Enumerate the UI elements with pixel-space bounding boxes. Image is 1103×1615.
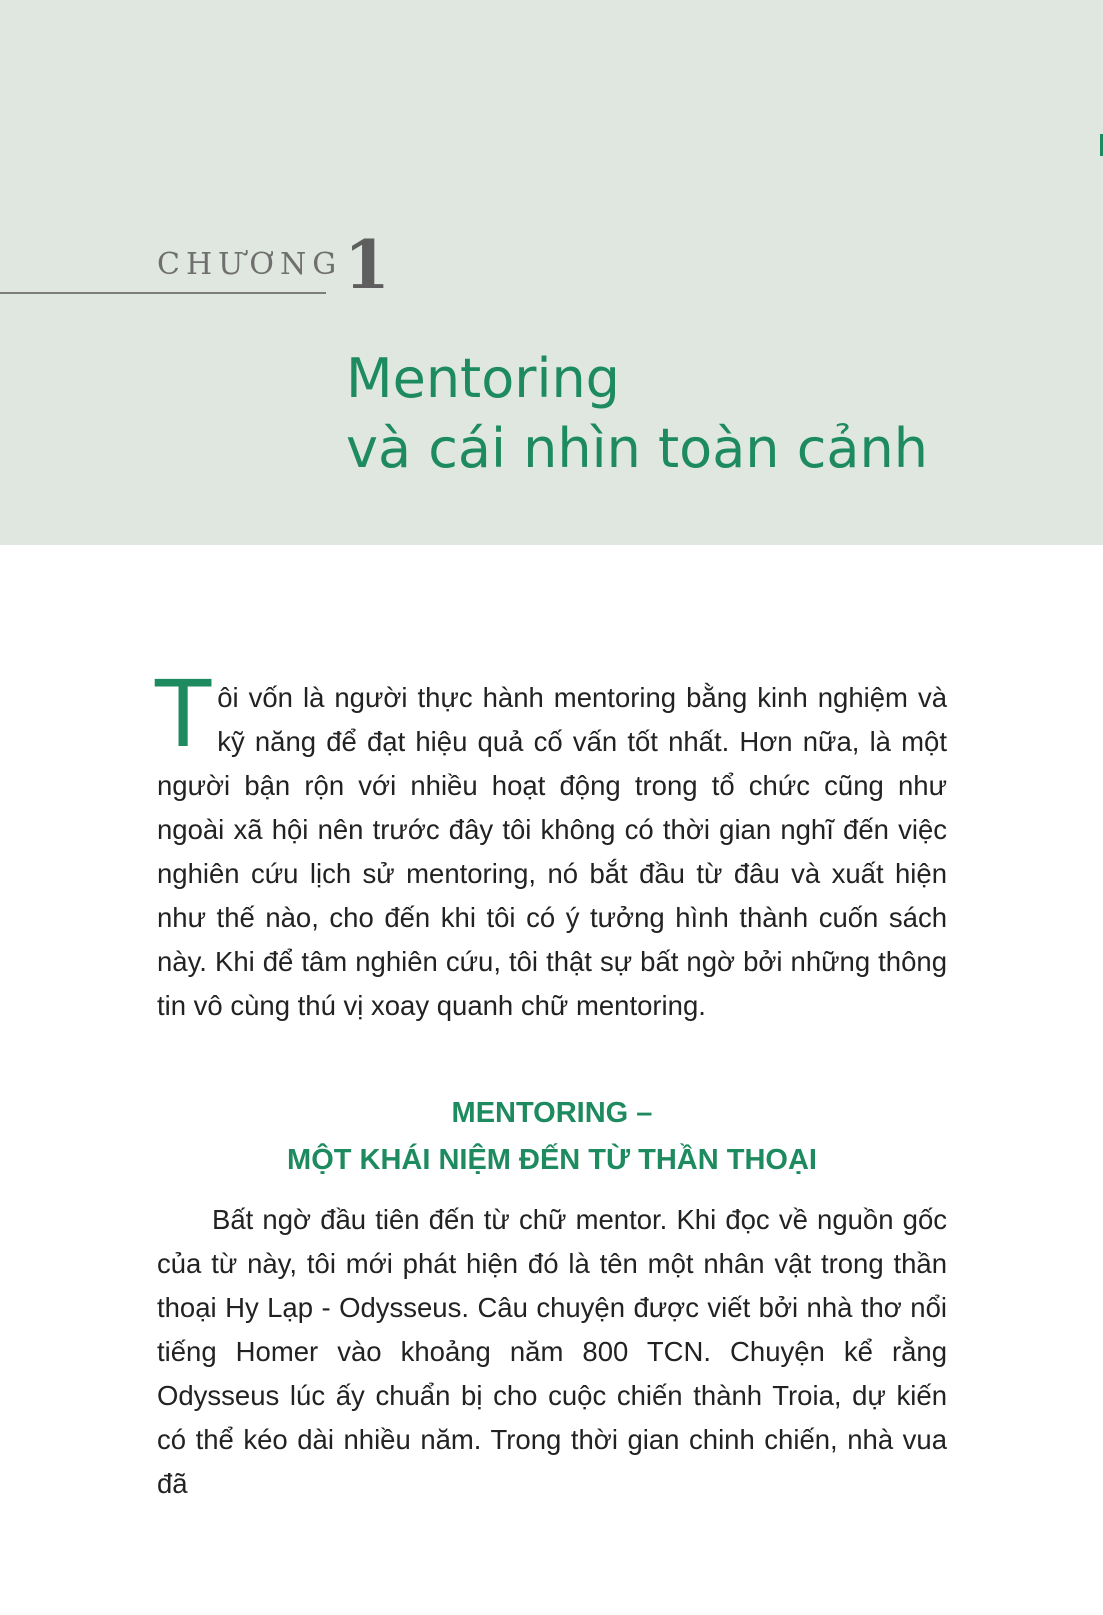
section-heading: [157, 1090, 947, 1184]
chapter-header-band: [0, 0, 1103, 545]
section-paragraph: Bất ngờ đầu tiên đến từ chữ mentor. Khi đọc về nguồn gốc của từ này, tôi mới phát hiện đó là tên một nhân vật trong thần thoại Hy Lạp - Odysseus. Câu chuyện được viết bởi nhà thơ nổi tiếng Homer vào khoảng năm 800 TCN. Chuyện kể rằng Odysseus lúc ấy chuẩn bị cho cuộc chiến thành Troia, dự kiến có thể kéo dài nhiều năm. Trong thời gian chinh chiến, nhà vua đã: [157, 1204, 947, 1499]
chapter-rule-line: [0, 292, 326, 294]
chapter-title-line-2: và cái nhìn toàn cảnh: [346, 417, 928, 480]
drop-cap-letter: T: [155, 661, 212, 768]
chapter-title-line-1: Mentoring: [346, 347, 620, 410]
chapter-title: [346, 344, 928, 484]
intro-paragraph: [155, 661, 947, 1028]
section-heading-line-1: MENTORING –: [451, 1097, 653, 1129]
chapter-number: 1: [344, 226, 390, 304]
section-heading-line-2: MỘT KHÁI NIỆM ĐẾN TỪ THẦN THOẠI: [287, 1144, 817, 1176]
chapter-label: CHƯƠNG: [157, 247, 343, 282]
intro-text: ôi vốn là người thực hành mentoring bằng kinh nghiệm và kỹ năng để đạt hiệu quả cố vấn tốt nhất. Hơn nữa, là một người bận rộn với nhiều hoạt động trong tổ chức cũng như ngoài xã hội nên trước đây tôi không có thời gian nghĩ đến việc nghiên cứu lịch sử mentoring, nó bắt đầu từ đâu và xuất hiện như thế nào, cho đến khi tôi có ý tưởng hình thành cuốn sách này. Khi để tâm nghiên cứu, tôi thật sự bất ngờ bởi những thông tin vô cùng thú vị xoay quanh chữ mentoring.: [157, 682, 947, 1021]
